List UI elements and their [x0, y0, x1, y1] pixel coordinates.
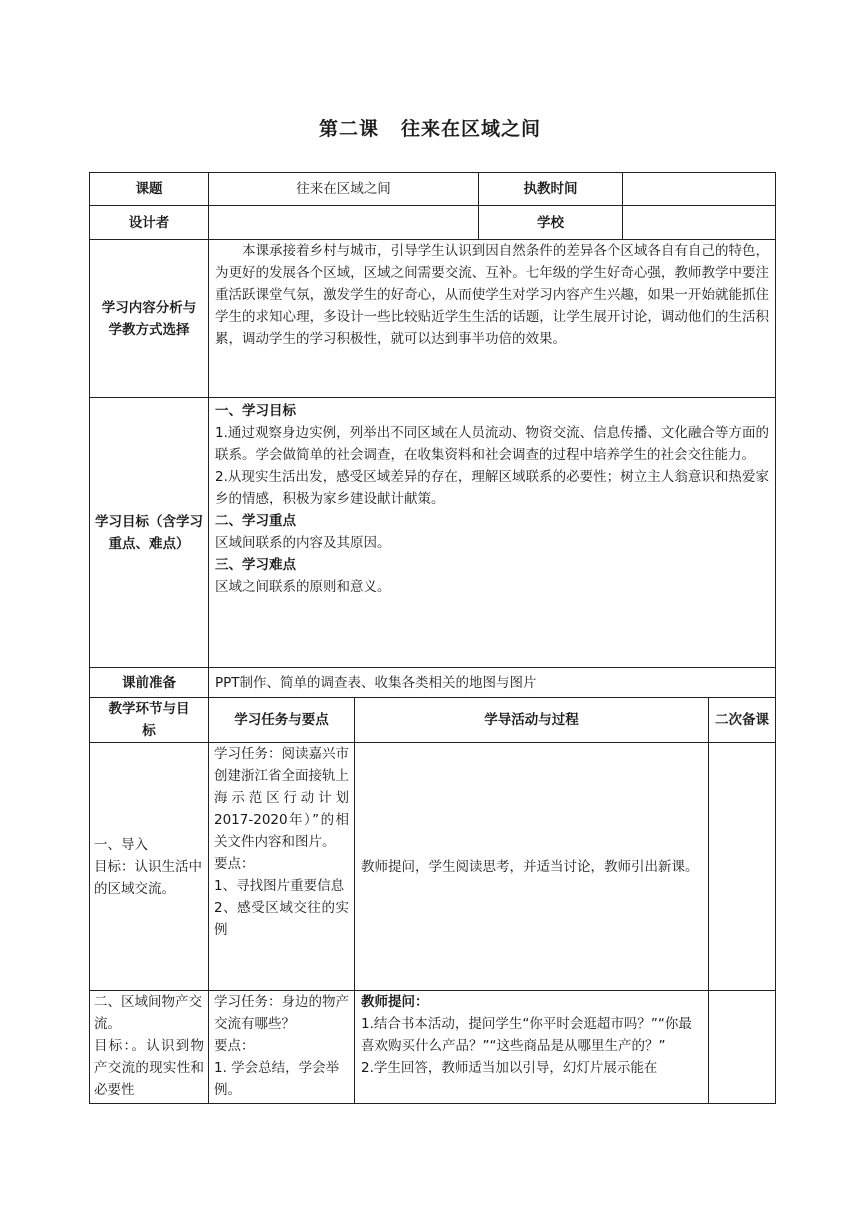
task-points-label: 要点： — [214, 856, 255, 872]
designer-value — [209, 206, 479, 240]
objectives-key-point: 区域间联系的内容及其原因。 — [215, 535, 391, 551]
topic-label: 课题 — [90, 173, 209, 206]
process-row-exchange — [90, 991, 776, 1104]
analysis-row — [90, 240, 776, 398]
objectives-goal-1: 1.通过观察身边实例，列举出不同区域在人员流动、物资交流、信息传播、文化融合等方面的联系。学会做简单的社会调查，在收集资料和社会调查的过程中培养学生的社会交往能力。 — [215, 425, 769, 463]
activity-text: 教师提问，学生阅读思考，并适当讨论，教师引出新课。 — [361, 858, 699, 875]
task-point: 1. 学会总结，学会举例。 — [214, 1060, 340, 1098]
notes-cell — [709, 743, 776, 991]
analysis-text: 本课承接着乡村与城市，引导学生认识到因自然条件的差异各个区域各自有自己的特色，为更好的发展各个区域，区域之间需要交流、互补。七年级的学生好奇心强，教师教学中要注重活跃课堂气氛，激发学生的好奇心，从而使学生对学习内容产生兴趣，如果一开始就能抓住学生的求知心理，多设计一些比较贴近学生生活的话题，让学生展开讨论，调动他们的生活积累，调动学生的学习积极性，就可以达到事半功倍的效果。 — [215, 243, 769, 347]
task-points-label: 要点： — [214, 1038, 255, 1054]
objectives-heading-key: 二、学习重点 — [215, 513, 296, 529]
topic-value: 往来在区域之间 — [209, 173, 479, 206]
designer-label: 设计者 — [90, 206, 209, 240]
info-row-topic — [90, 173, 776, 206]
task-text: 学习任务：身边的物产交流有哪些？ — [214, 994, 349, 1032]
objectives-difficulty: 区域之间联系的原则和意义。 — [215, 579, 391, 595]
header-stage: 教学环节与目标 — [90, 698, 209, 743]
stage-title: 一、导入 — [94, 836, 148, 853]
process-row-intro — [90, 743, 776, 991]
prep-row — [90, 668, 776, 698]
info-row-designer — [90, 206, 776, 240]
task-point: 2、感受区域交往的实例 — [214, 900, 349, 938]
task-cell — [209, 743, 355, 991]
page-title — [0, 114, 860, 141]
objectives-cell — [209, 398, 776, 668]
stage-cell — [90, 991, 209, 1104]
header-notes: 二次备课 — [709, 698, 776, 743]
activity-step: 1.结合书本活动，提问学生“你平时会逛超市吗？”“你最喜欢购买什么产品？”“这些商品是从哪里生产的？” — [361, 1016, 692, 1054]
objectives-row — [90, 398, 776, 668]
objectives-label: 学习目标（含学习重点、难点） — [90, 398, 209, 668]
task-point: 1、寻找图片重要信息 — [214, 878, 345, 894]
notes-cell — [709, 991, 776, 1104]
task-text: 学习任务：阅读嘉兴市创建浙江省全面接轨上海示范区行动计划 2017-2020年）”的相关文件内容和图片。 — [214, 746, 349, 850]
stage-title: 二、区域间物产交流。 — [94, 994, 202, 1032]
time-value — [623, 173, 776, 206]
school-value — [623, 206, 776, 240]
title-lesson-name: 往来在区域之间 — [401, 118, 542, 140]
stage-goal: 目标：认识生活中的区域交流。 — [94, 858, 202, 897]
analysis-cell — [209, 240, 776, 398]
activity-step: 2.学生回答，教师适当加以引导，幻灯片展示能在 — [361, 1060, 658, 1076]
task-cell — [209, 991, 355, 1104]
activity-cell — [355, 743, 709, 991]
objectives-goal-2: 2.从现实生活出发，感受区域差异的存在，理解区域联系的必要性；树立主人翁意识和热爱家乡的情感，积极为家乡建设献计献策。 — [215, 469, 769, 507]
lesson-plan-table — [89, 172, 776, 1104]
prep-label: 课前准备 — [90, 668, 209, 698]
objectives-heading-goals: 一、学习目标 — [215, 403, 296, 419]
school-label: 学校 — [479, 206, 623, 240]
process-header-row — [90, 698, 776, 743]
title-lesson-number: 第二课 — [318, 118, 379, 140]
header-activity: 学导活动与过程 — [355, 698, 709, 743]
stage-goal: 目标：。认识到物产交流的现实性和必要性 — [94, 1038, 204, 1098]
analysis-label: 学习内容分析与学教方式选择 — [90, 240, 209, 398]
stage-cell — [90, 743, 209, 991]
activity-cell — [355, 991, 709, 1104]
prep-value: PPT制作、简单的调查表、收集各类相关的地图与图片 — [209, 668, 776, 698]
objectives-heading-difficulty: 三、学习难点 — [215, 557, 296, 573]
activity-heading: 教师提问： — [361, 994, 429, 1010]
header-task: 学习任务与要点 — [209, 698, 355, 743]
time-label: 执教时间 — [479, 173, 623, 206]
